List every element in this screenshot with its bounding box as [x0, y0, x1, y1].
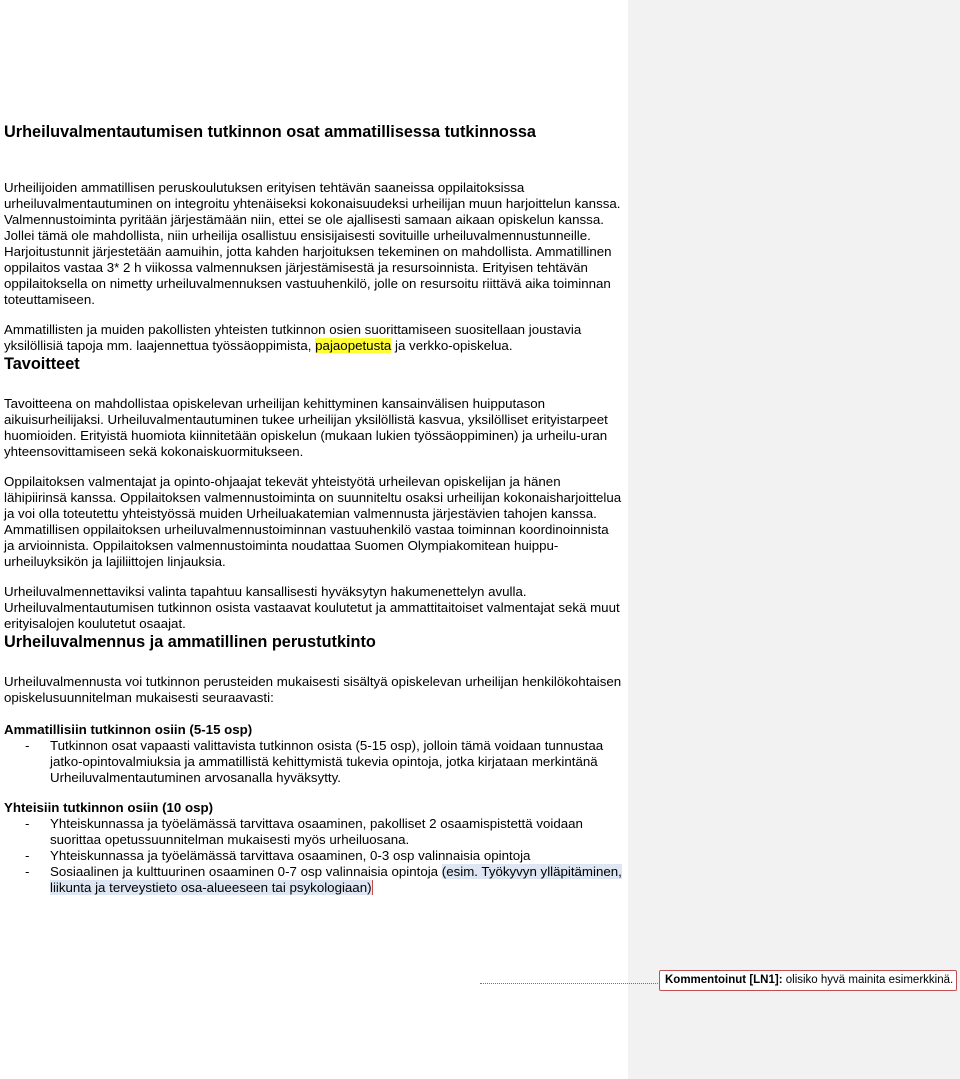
list-item-text: Yhteiskunnassa ja työelämässä tarvittava osaaminen, 0-3 osp valinnaisia opintoja [50, 848, 531, 863]
comment-margin-pane [628, 0, 960, 1079]
comment-balloon[interactable] [659, 970, 957, 991]
comment-connector-line [480, 983, 660, 985]
commented-text[interactable]: (esim. Työkyvyn ylläpitäminen, liikunta ja terveystieto osa-alueeseen tai psykologiaan) [50, 864, 622, 895]
goals-paragraph-2: Oppilaitoksen valmentajat ja opinto-ohjaajat tekevät yhteistyötä urheilevan opiskelijan ja hänen lähipiirinsä kanssa. Oppilaitoksen valmennustoiminta on suunniteltu osaksi urheilijan kokonaisharjoittelua ja voi olla toteutettu yhteistyössä muiden Urheiluakatemian valmennusta järjestävien tahojen kanssa. Ammatillisen oppilaitoksen urheiluvalmennustoiminnan vastuuhenkilö vastaa toiminnan koordinoinnista ja arvioinnista. Oppilaitoksen valmennustoiminta noudattaa Suomen Olympiakomitean huippu-urheiluyksikön ja lajiliittojen linjauksia. [4, 474, 622, 569]
basic-degree-paragraph: Urheiluvalmennusta voi tutkinnon perusteiden mukaisesti sisältyä opiskelevan urheilijan henkilökohtaisen opiskelusuunnitelman mukaisesti seuraavasti: [4, 674, 622, 705]
list-item-text: Tutkinnon osat vapaasti valittavista tutkinnon osista (5-15 osp), jolloin tämä voidaan tunnustaa jatko-opintovalmiuksia ja ammatillistä kehittymistä tukevia opintoja, jotka kirjataan merkintänä Urheiluvalmentautuminen arvosanalla hyväksytty. [50, 738, 604, 785]
dash-bullet: - [25, 864, 30, 879]
highlighted-text: pajaopetusta [315, 338, 392, 353]
intro-paragraph-2 [4, 322, 622, 354]
vocational-parts-list [4, 738, 622, 786]
goals-heading: Tavoitteet [4, 355, 80, 373]
comment-author: Kommentoinut [LN1]: [665, 974, 783, 986]
basic-degree-heading: Urheiluvalmennus ja ammatillinen perustutkinto [4, 633, 376, 651]
intro-paragraph-2-text-before: Ammatillisten ja muiden pakollisten yhteisten tutkinnon osien suorittamiseen suositellaan joustavia yksilöllisiä tapoja mm. laajennettua työssäoppimista, [4, 322, 582, 353]
comment-text: olisiko hyvä mainita esimerkkinä. [782, 974, 954, 986]
document-body [4, 122, 622, 896]
common-parts-list [4, 816, 622, 896]
list-item [4, 816, 622, 848]
goals-paragraph-1: Tavoitteena on mahdollistaa opiskelevan urheilijan kehittyminen kansainvälisen huipputason aikuisurheilijaksi. Urheiluvalmentautuminen tukee urheilijan yksilöllistä kasvua, yksilölliset erityistarpeet huomioiden. Erityistä huomiota kiinnitetään opiskelun (mukaan lukien työssäoppiminen) ja urheilu-uran yhteensovittamiseen sekä kokonaiskuormitukseen. [4, 396, 608, 459]
list-item [4, 864, 622, 896]
list-item [4, 848, 622, 864]
intro-paragraph-2-text-after: ja verkko-opiskelua. [391, 338, 513, 353]
vocational-parts-subheading: Ammatillisiin tutkinnon osiin (5-15 osp) [4, 722, 253, 737]
list-item-text: Yhteiskunnassa ja työelämässä tarvittava osaaminen, pakolliset 2 osaamispistettä voidaan suorittaa opetussuunnitelman mukaisesti myös urheiluosana. [50, 816, 583, 847]
dash-bullet: - [25, 848, 30, 863]
document-title: Urheiluvalmentautumisen tutkinnon osat ammatillisessa tutkinnossa [4, 123, 536, 141]
list-item-text: Sosiaalinen ja kulttuurinen osaaminen 0-7 osp valinnaisia opintoja [50, 864, 442, 879]
list-item [4, 738, 622, 786]
dash-bullet: - [25, 738, 30, 753]
intro-paragraph-1: Urheilijoiden ammatillisen peruskoulutuksen erityisen tehtävän saaneissa oppilaitoksissa urheiluvalmentautuminen on integroitu yhtenäiseksi kokonaisuudeksi urheilijan muun harjoittelun kanssa. Valmennustoiminta pyritään järjestämään niin, ettei se ole ajallisesti samaan aikaan opiskelun kanssa. Jollei tämä ole mahdollista, niin urheilija osallistuu ensisijaisesti sovituille urheiluvalmennustunneille. Harjoitustunnit järjestetään aamuihin, jotta kahden harjoituksen tekeminen on mahdollista. Ammatillinen oppilaitos vastaa 3* 2 h viikossa valmennuksen järjestämisestä ja resursoinnista. Erityisen tehtävän oppilaitoksella on nimetty urheiluvalmennuksen vastuuhenkilö, jolle on resursoitu riittävä aika toiminnan toteuttamiseen. [4, 180, 621, 307]
dash-bullet: - [25, 816, 30, 831]
common-parts-subheading: Yhteisiin tutkinnon osiin (10 osp) [4, 800, 214, 815]
goals-paragraph-3: Urheiluvalmennettaviksi valinta tapahtuu kansallisesti hyväksytyn hakumenettelyn avulla. Urheiluvalmentautumisen tutkinnon osista vastaavat koulutetut ja ammattitaitoiset valmentajat sekä muut erityisalojen koulutetut osaajat. [4, 584, 620, 631]
